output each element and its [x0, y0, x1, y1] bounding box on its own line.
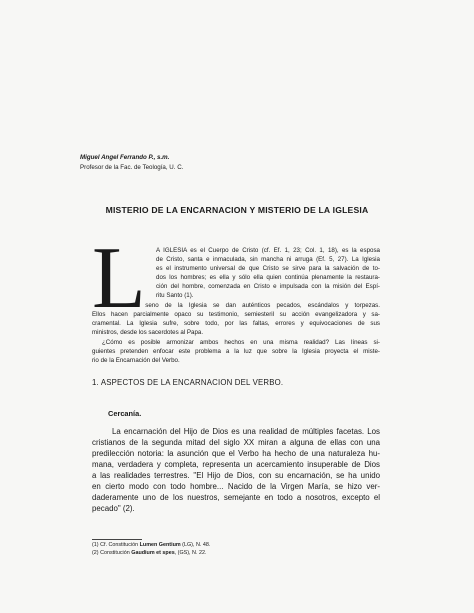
footnote-1: (1) Cf. Constitución Lumen Gentium (LG), N. 48. [92, 542, 211, 548]
article-title: MISTERIO DE LA ENCARNACION Y MISTERIO DE LA IGLESIA [105, 205, 369, 215]
section-heading: 1. ASPECTOS DE LA ENCARNACION DEL VERBO. [92, 378, 284, 387]
intro-line: dos los hombres; es ella y sólo ella quien continúa plenamente la restaura- [156, 274, 380, 281]
intro-line: es el instrumento universal de que Cristo se sirve para la salvación de to- [156, 265, 380, 272]
author-name: Miguel Angel Ferrando P., s.m. [80, 154, 170, 161]
subheading: Cercanía. [108, 409, 142, 418]
paragraph-line: cramental. La Iglesia sufre, sobre todo, por las faltas, errores y equivocaciones de sus [92, 320, 380, 327]
paragraph-line: ministros, desde los sacerdotes al Papa. [92, 329, 204, 336]
body-line: La encarnación del Hijo de Dios es una realidad de múltiples facetas. Los [112, 427, 380, 436]
body-line: cristianos de la segunda mitad del siglo XX miran a alguna de ellas con una [92, 438, 380, 447]
footnote-divider [92, 539, 142, 540]
intro-line: de Cristo, santa e inmaculada, sin mancha ni arruga (Ef. 5, 27). La Iglesia [156, 256, 380, 263]
footnote-2: (2) Constitución Gaudium et spes, (GS), N. 22. [92, 550, 207, 556]
body-line: en cierto modo con todo hombre... Nacido de la Virgen María, se hizo ver- [92, 482, 380, 491]
paragraph-line: Ellos hacen parcialmente opaco su testimonio, semiesteril su acción evangelizadora y sa- [92, 311, 380, 318]
drop-cap: L [92, 230, 146, 327]
author-block [80, 153, 183, 173]
body-line: a las realidades terrestres. "El Hijo de Dios, con su encarnación, se ha unido [92, 471, 380, 480]
body-line: mana, verdadera y completa, representa un acercamiento insuperable de Dios [92, 460, 380, 469]
paragraph-line: Pero en el seno de la Iglesia se dan auténticos pecados, escándalos y torpezas. [102, 302, 380, 309]
paragraph-line: rio de la Encarnación del Verbo. [92, 357, 180, 364]
author-affiliation: Profesor de la Fac. de Teología, U. C. [80, 164, 184, 171]
paragraph-line: ¿Cómo es posible armonizar ambos hechos en una misma realidad? Las líneas si- [102, 339, 380, 346]
body-line: pecado" (2). [92, 504, 135, 513]
intro-line: ritu Santo (1). [156, 292, 194, 299]
body-line: daderamente uno de los nuestros, semejante en todo a nosotros, excepto el [92, 493, 380, 502]
paragraph-line: guientes pretenden enfocar este problema a la luz que sobre la Iglesia proyecta el miste- [92, 348, 380, 355]
intro-line: A IGLESIA es el Cuerpo de Cristo (cf. Ef. 1, 23; Col. 1, 18), es la esposa [156, 247, 380, 254]
body-line: predilección notoria: la asunción que el Verbo ha hecho de una naturaleza hu- [92, 449, 380, 458]
intro-line: ción del hombre, comenzada en Cristo e impulsada con la misión del Espí- [156, 283, 380, 290]
